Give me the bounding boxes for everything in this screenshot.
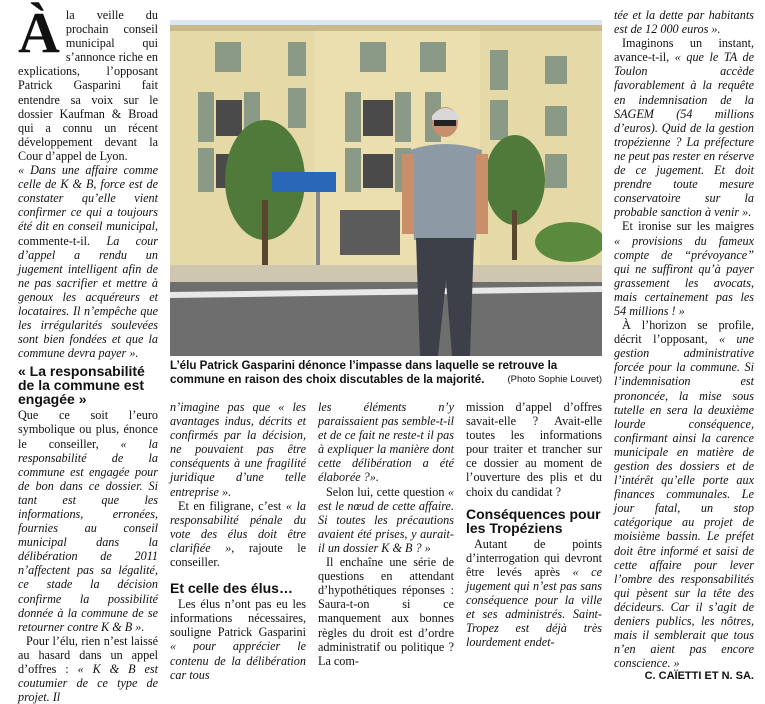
body-paragraph: Les élus n’ont pas eu les informations nécessaires, souligne Patrick Gasparini « pour apprécier le contenu de la délibération car tous [170,597,306,682]
building-photo-illustration [170,20,602,356]
body-paragraph: Selon lui, cette question « est le nœud de cette affaire. Si toutes les précautions avaient été prises, y aurait-il un dossier K & B ? » [318,484,454,555]
article-column-5 [614,8,754,683]
body-paragraph: Et ironise sur les maigres « provisions du fameux compte de “prévoyance” qui ne suffiront qu’à payer grassement les avocats, mais certainement pas les 54 millions ! » [614,219,754,318]
body-paragraph: Et en filigrane, c’est « la responsabilité pénale du vote des élus doit être clarifiée », rajoute le conseiller. [170,498,307,570]
photo-caption: L’élu Patrick Gasparini dénonce l’impasse dans laquelle se retrouve la commune en raison des choix discutables de la majorité. (Photo Sophie Louvet) [170,359,602,386]
body-paragraph: tée et la dette par habitants est de 12 000 euros ». [614,8,754,37]
body-paragraph: Pour l’élu, rien n’est laissé au hasard dans un appel d’offres : « K & B est coutumier de ce type de projet. Il [18,633,158,704]
quote-paragraph: « Dans une affaire comme celle de K & B, force est de constater qu’elle vient confirmer ce qui a toujours été dit en conseil municipal, commente-t-il. La cour d’appel a rendu un jugement intelligent afin de ne pas sacrifier et mettre à genoux les acquéreurs et locataires. Il n’empêche que les irrégularités soulevées sont bien fondées et que la commune devra payer ». [18,163,158,361]
article-column-3 [318,400,454,668]
article-column-1 [18,0,159,704]
body-paragraph: n’imagine pas que « les avantages indus, décrits et confirmés par la décision, ne pouvaient pas être conséquents à une fragilité juridique d’une telle entreprise ». [170,400,306,499]
author-signature: C. CAÏETTI ET N. SA. [644,670,754,683]
body-paragraph: Autant de points d’interrogation qui devront être levés après « ce jugement qui n’est pas sans conséquence pour la ville et ses administrés. Saint-Tropez est déjà très lourdement endet- [466,536,602,650]
subheading-elus: Et celle des élus… [170,580,293,597]
subheading-consequences: Conséquences pour les Tropéziens [466,505,601,536]
article-column-2 [170,400,306,682]
article-photo [170,20,602,356]
body-paragraph: mission d’appel d’offres savait-elle ? Avait-elle toutes les informations pour traiter et trancher sur ce dossier au moment de l’ouverture des plis et du choix du candidat ? [466,400,602,499]
body-paragraph: À l’horizon se profile, décrit l’opposant, « une gestion administrative forcée pour la commune. Si l’indemnisation est prononcée, la mise sous tutelle en sera la deuxième lourde conséquence, confirmant ainsi la carence municipale en matière de gestion des dossiers et de l’intérêt qu’elle porte aux finances communales. Le jour fatal, un stop catégorique au projet de moisième bassin. Le préfet doit être informé et saisi de cette affaire pour lever l’ombre des responsabilités qui pèsent sur la tête des décideurs. Car il s’agit de deniers publics, les nôtres, mais il semblerait que tous n’en aient pas encore conscience. » [614,318,754,671]
lead-paragraph: Àla veille du prochain conseil municipal qui s’annonce riche en explications, l’opposant Patrick Gasparini fait entendre sa voix sur le dossier Kaufman & Broad qui a connu un récent développement devant la Cour d’appel de Lyon. [18,0,158,163]
body-paragraph: Il enchaîne une série de questions en attendant d’hypothétiques réponses : Saura-t-on si ce manquement aux bonnes règles du droit est d’ordre administratif ou politique ? La com- [318,555,454,668]
body-paragraph: Que ce soit l’euro symbolique ou plus, énonce le conseiller, « la responsabilité de la commune est engagée pour de bon dans ce dossier. Si tant est que les informations, erronées, fournies au conseil municipal dans la délibération de 2011 n’affectent pas sa légalité, ce stade la décision confirme la possibilité donnée à la commune de se retourner contre K & B ». [18,408,159,634]
entrance [340,210,400,255]
photo-credit: (Photo Sophie Louvet) [507,373,602,385]
article-column-4 [466,400,602,649]
subheading-responsabilite: « La responsabilité de la commune est engagée » [18,363,145,408]
drop-cap: À [18,0,60,65]
body-paragraph: Imaginons un instant, avance-t-il, « que le TA de Toulon accède favorablement à la requête en indemnisation de la SAGEM (54 millions d’euros). Quid de la gestion tropézienne ? La préfecture ne peut pas rester en réserve de ce jugement. Et doit prendre toute mesure conservatoire sur la probable sanction à venir ». [614,36,755,220]
body-paragraph: les éléments n’y paraissaient pas semble-t-il et de ce fait ne reste-t il pas à expliquer la manière dont cette délibération a été élaborée ?». [318,400,454,485]
blue-sign [272,172,336,192]
